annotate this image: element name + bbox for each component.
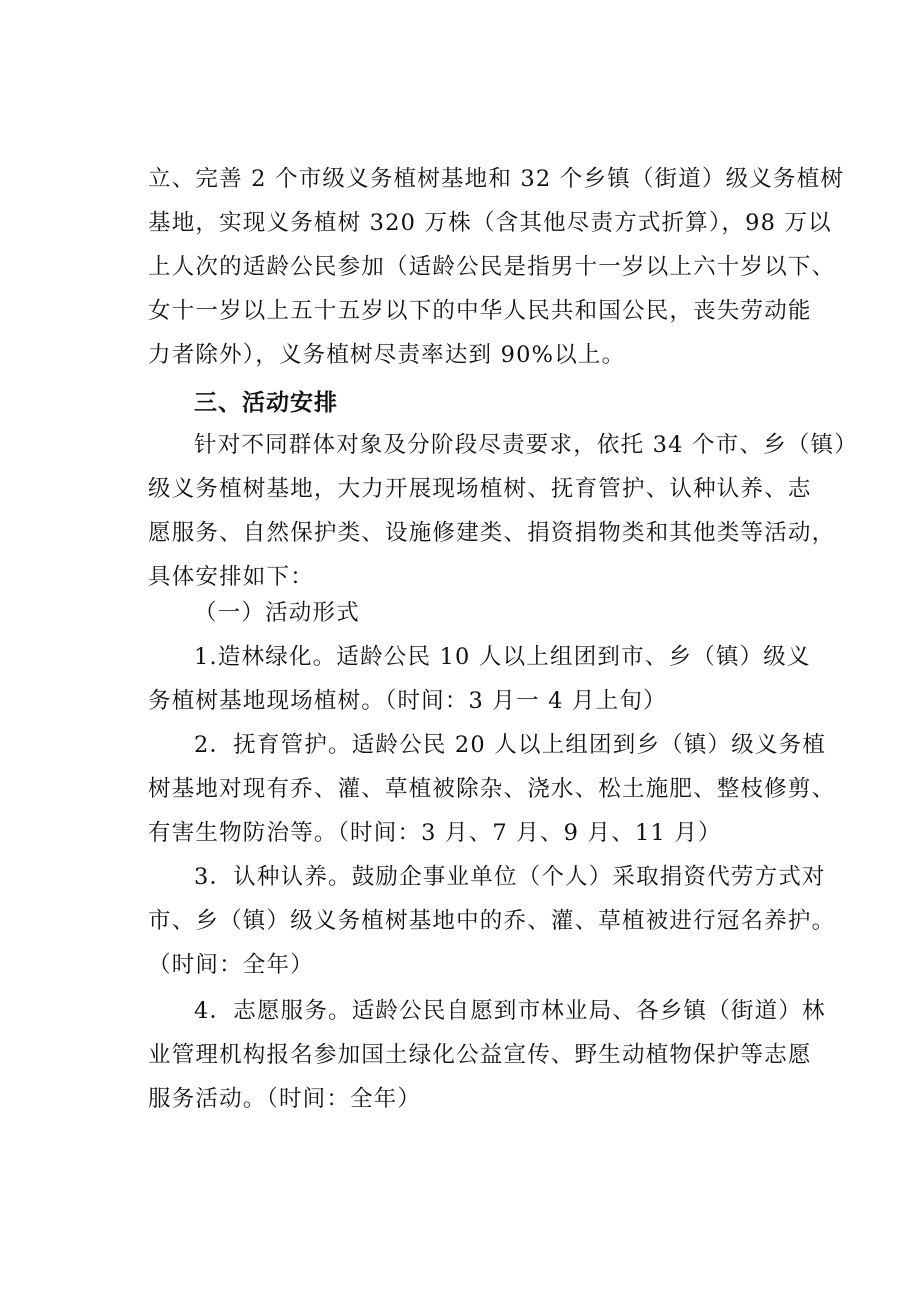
text-line: 有害生物防治等。（时间：3 月、7 月、9 月、11 月） [148, 820, 722, 846]
text-line: 级义务植树基地，大力开展现场植树、抚育管护、认种认养、志 [148, 476, 812, 502]
text-line: 针对不同群体对象及分阶段尽责要求，依托 34 个市、乡（镇） [194, 432, 858, 458]
text-line: 愿服务、自然保护类、设施修建类、捐资捐物类和其他类等活动， [148, 520, 836, 546]
subsection-heading: （一）活动形式 [194, 600, 360, 626]
text-line: 4．志愿服务。适龄公民自愿到市林业局、各乡镇（街道）林 [194, 998, 826, 1024]
text-line: 市、乡（镇）级义务植树基地中的乔、灌、草植被进行冠名养护。 [148, 908, 836, 934]
text-line: 女十一岁以上五十五岁以下的中华人民共和国公民，丧失劳动能 [148, 298, 812, 324]
text-line: 3．认种认养。鼓励企事业单位（个人）采取捐资代劳方式对 [194, 864, 826, 890]
text-line: 具体安排如下： [148, 564, 314, 590]
text-line: 2．抚育管护。适龄公民 20 人以上组团到乡（镇）级义务植 [194, 732, 827, 758]
text-line: 1.造林绿化。适龄公民 10 人以上组团到市、乡（镇）级义 [194, 644, 811, 670]
text-line: 力者除外），义务植树尽责率达到 90%以上。 [148, 342, 626, 368]
text-line: 树基地对现有乔、灌、草植被除杂、浇水、松土施肥、整枝修剪、 [148, 776, 836, 802]
text-line: 服务活动。（时间：全年） [148, 1086, 422, 1112]
text-line: 业管理机构报名参加国土绿化公益宣传、野生动植物保护等志愿 [148, 1042, 812, 1068]
text-line: 基地，实现义务植树 320 万株（含其他尽责方式折算），98 万以 [148, 210, 832, 236]
text-line: （时间：全年） [148, 952, 314, 978]
section-heading: 三、活动安排 [194, 390, 338, 416]
text-line: 务植树基地现场植树。（时间：3 月一 4 月上旬） [148, 688, 667, 714]
text-line: 立、完善 2 个市级义务植树基地和 32 个乡镇（街道）级义务植树 [148, 166, 845, 192]
text-line: 上人次的适龄公民参加（适龄公民是指男十一岁以上六十岁以下、 [148, 254, 836, 280]
